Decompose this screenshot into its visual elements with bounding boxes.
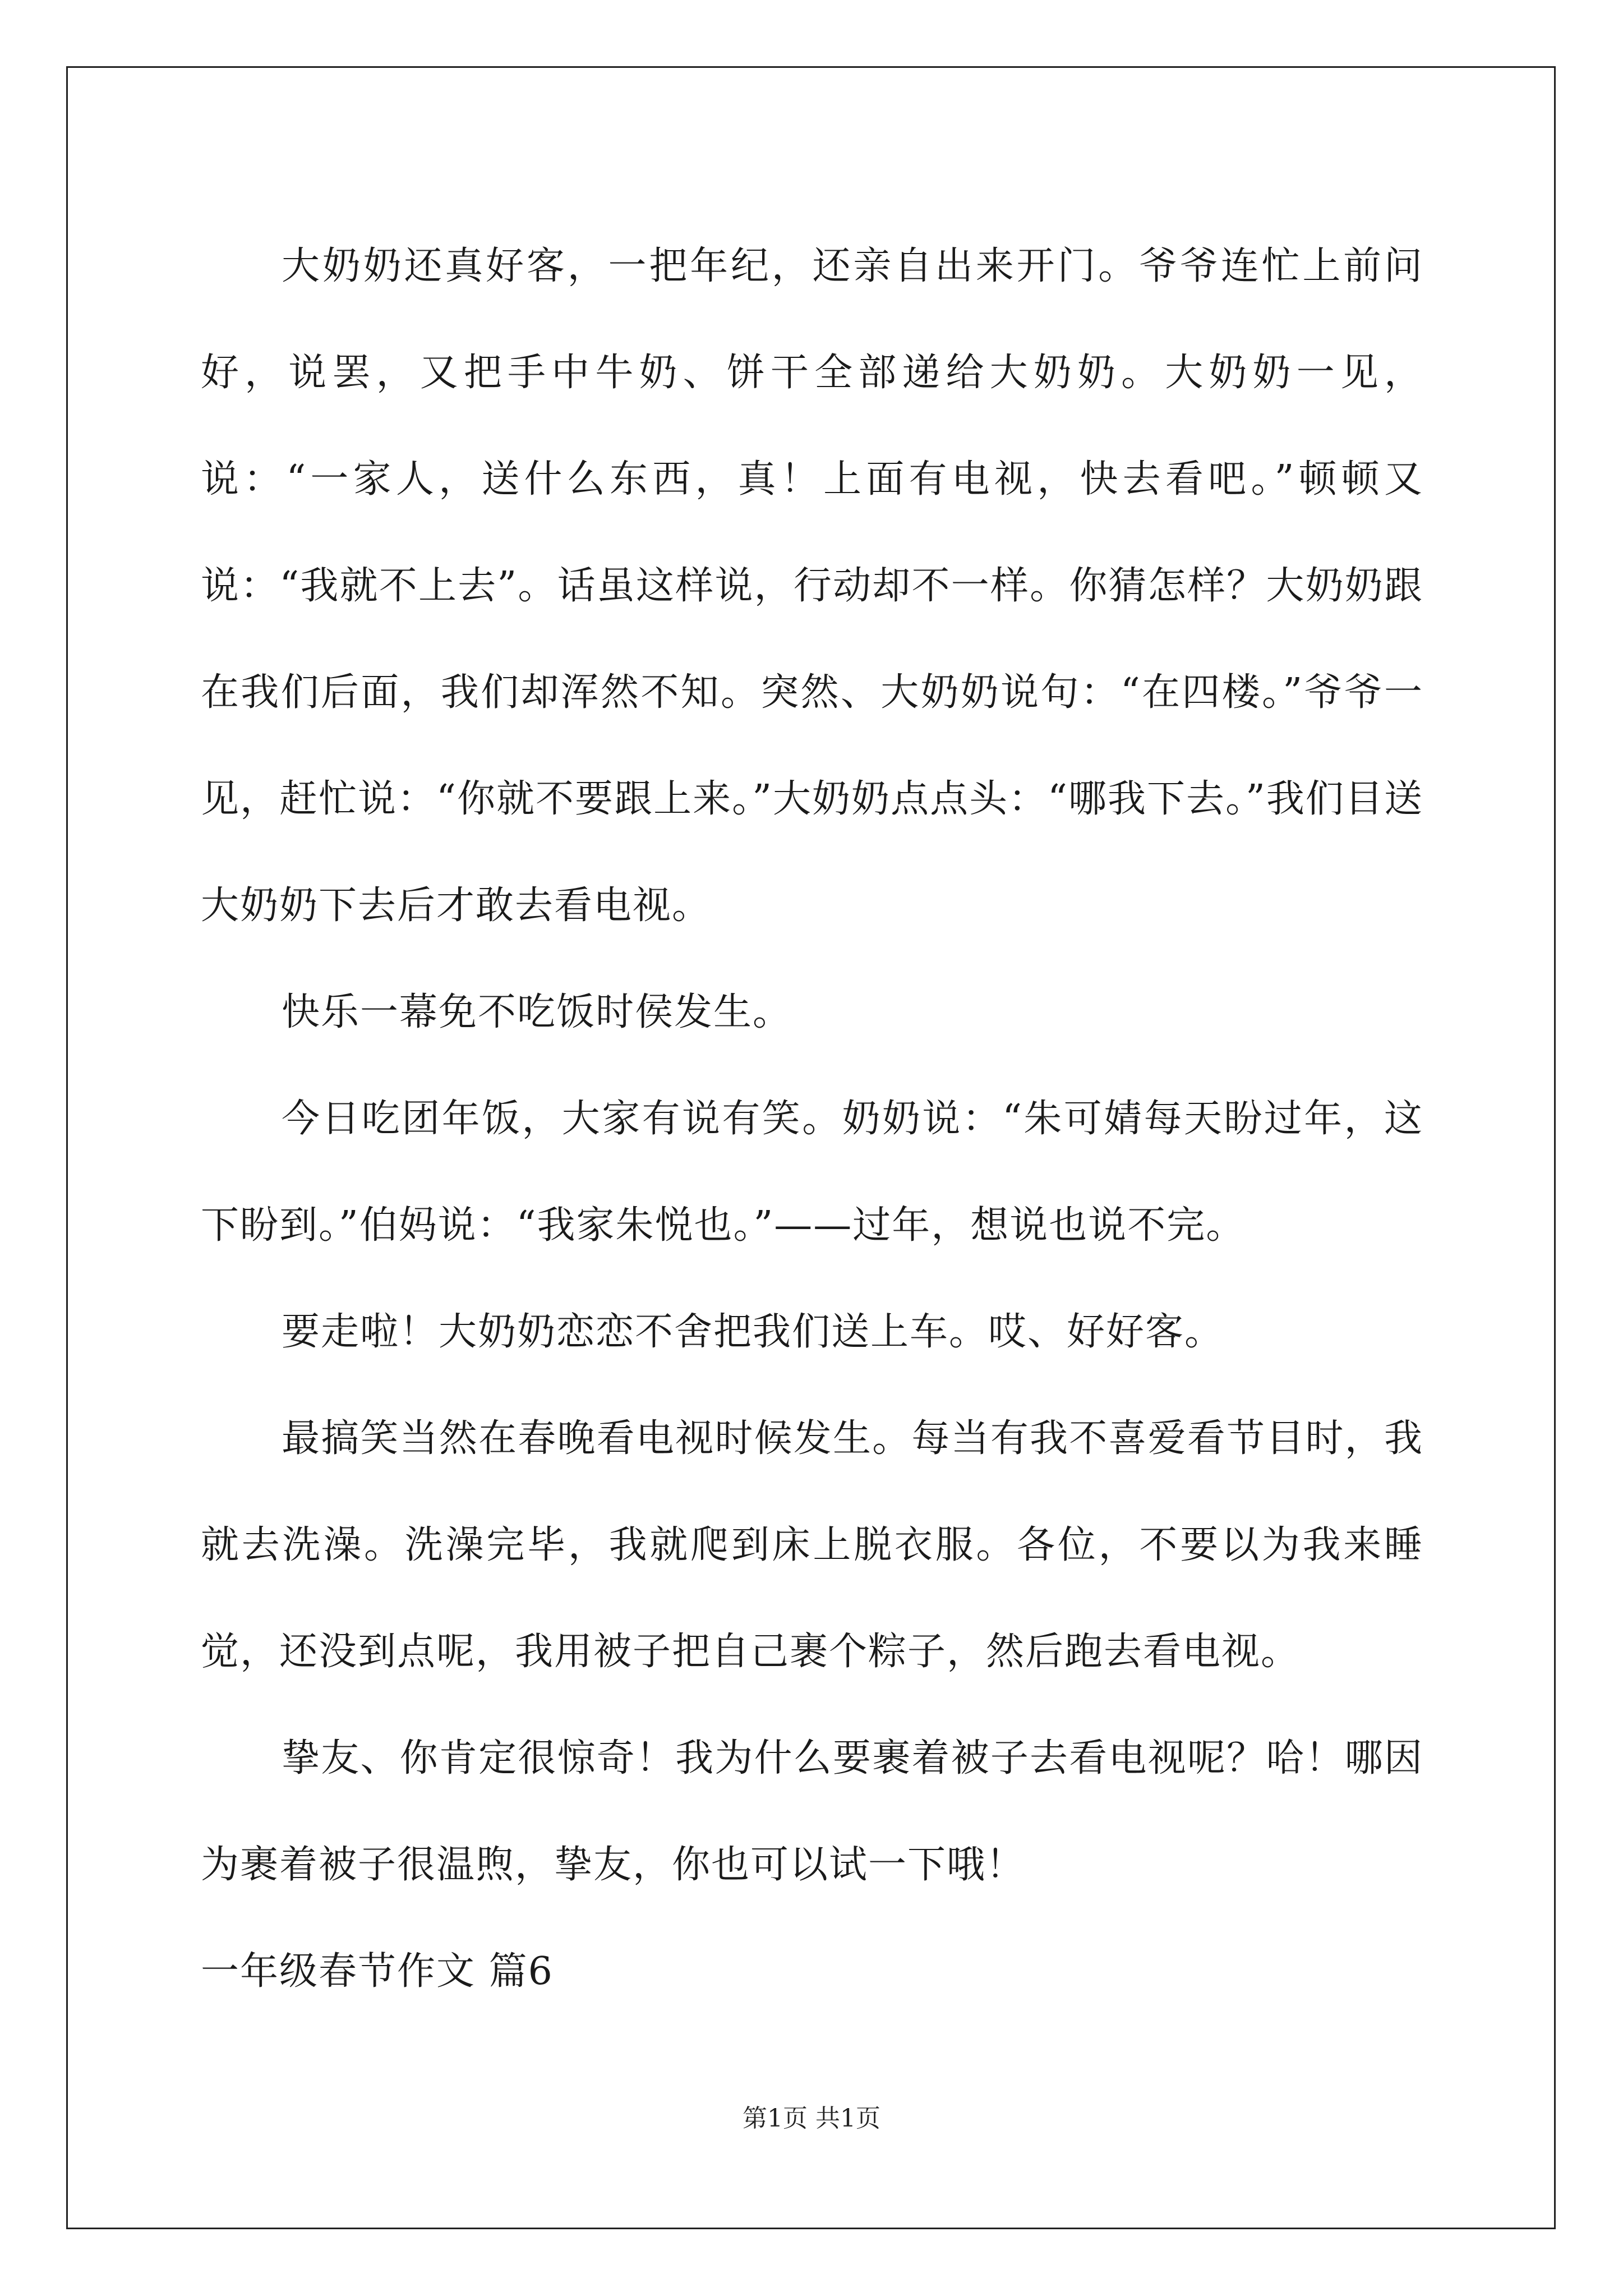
paragraph-1: 大奶奶还真好客，一把年纪，还亲自出来开门。爷爷连忙上前问好，说罢，又把手中牛奶、饼干全部递给大奶奶。大奶奶一见，说：“一家人，送什么东西，真！上面有电视，快去看吧。”顿顿又说：“我就不上去”。话虽这样说，行动却不一样。你猜怎样？大奶奶跟在我们后面，我们却浑然不知。突然、大奶奶说句：“在四楼。”爷爷一见，赶忙说：“你就不要跟上来。”大奶奶点点头：“哪我下去。”我们目送大奶奶下去后才敢去看电视。 bbox=[201, 244, 1423, 928]
paragraph-3: 今日吃团年饭，大家有说有笑。奶奶说：“朱可婧每天盼过年，这下盼到。”伯妈说：“我家朱悦也。”——过年，想说也说不完。 bbox=[201, 1097, 1423, 1248]
paragraph-2: 快乐一幕免不吃饭时侯发生。 bbox=[282, 990, 792, 1034]
document-body bbox=[201, 213, 1423, 2025]
paragraph-6: 挚友、你肯定很惊奇！我为什么要裹着被子去看电视呢？哈！哪因为裹着被子很温煦，挚友，你也可以试一下哦！ bbox=[201, 1736, 1423, 1887]
page-footer: 第1页 共1页 bbox=[743, 2104, 880, 2133]
paragraph-4: 要走啦！大奶奶恋恋不舍把我们送上车。哎、好好客。 bbox=[282, 1310, 1224, 1354]
section-heading: 一年级春节作文 篇6 bbox=[201, 1949, 554, 1994]
paragraph-5: 最搞笑当然在春晚看电视时候发生。每当有我不喜爱看节目时，我就去洗澡。洗澡完毕，我就爬到床上脱衣服。各位，不要以为我来睡觉，还没到点呢，我用被子把自己裹个粽子，然后跑去看电视。 bbox=[201, 1416, 1423, 1674]
